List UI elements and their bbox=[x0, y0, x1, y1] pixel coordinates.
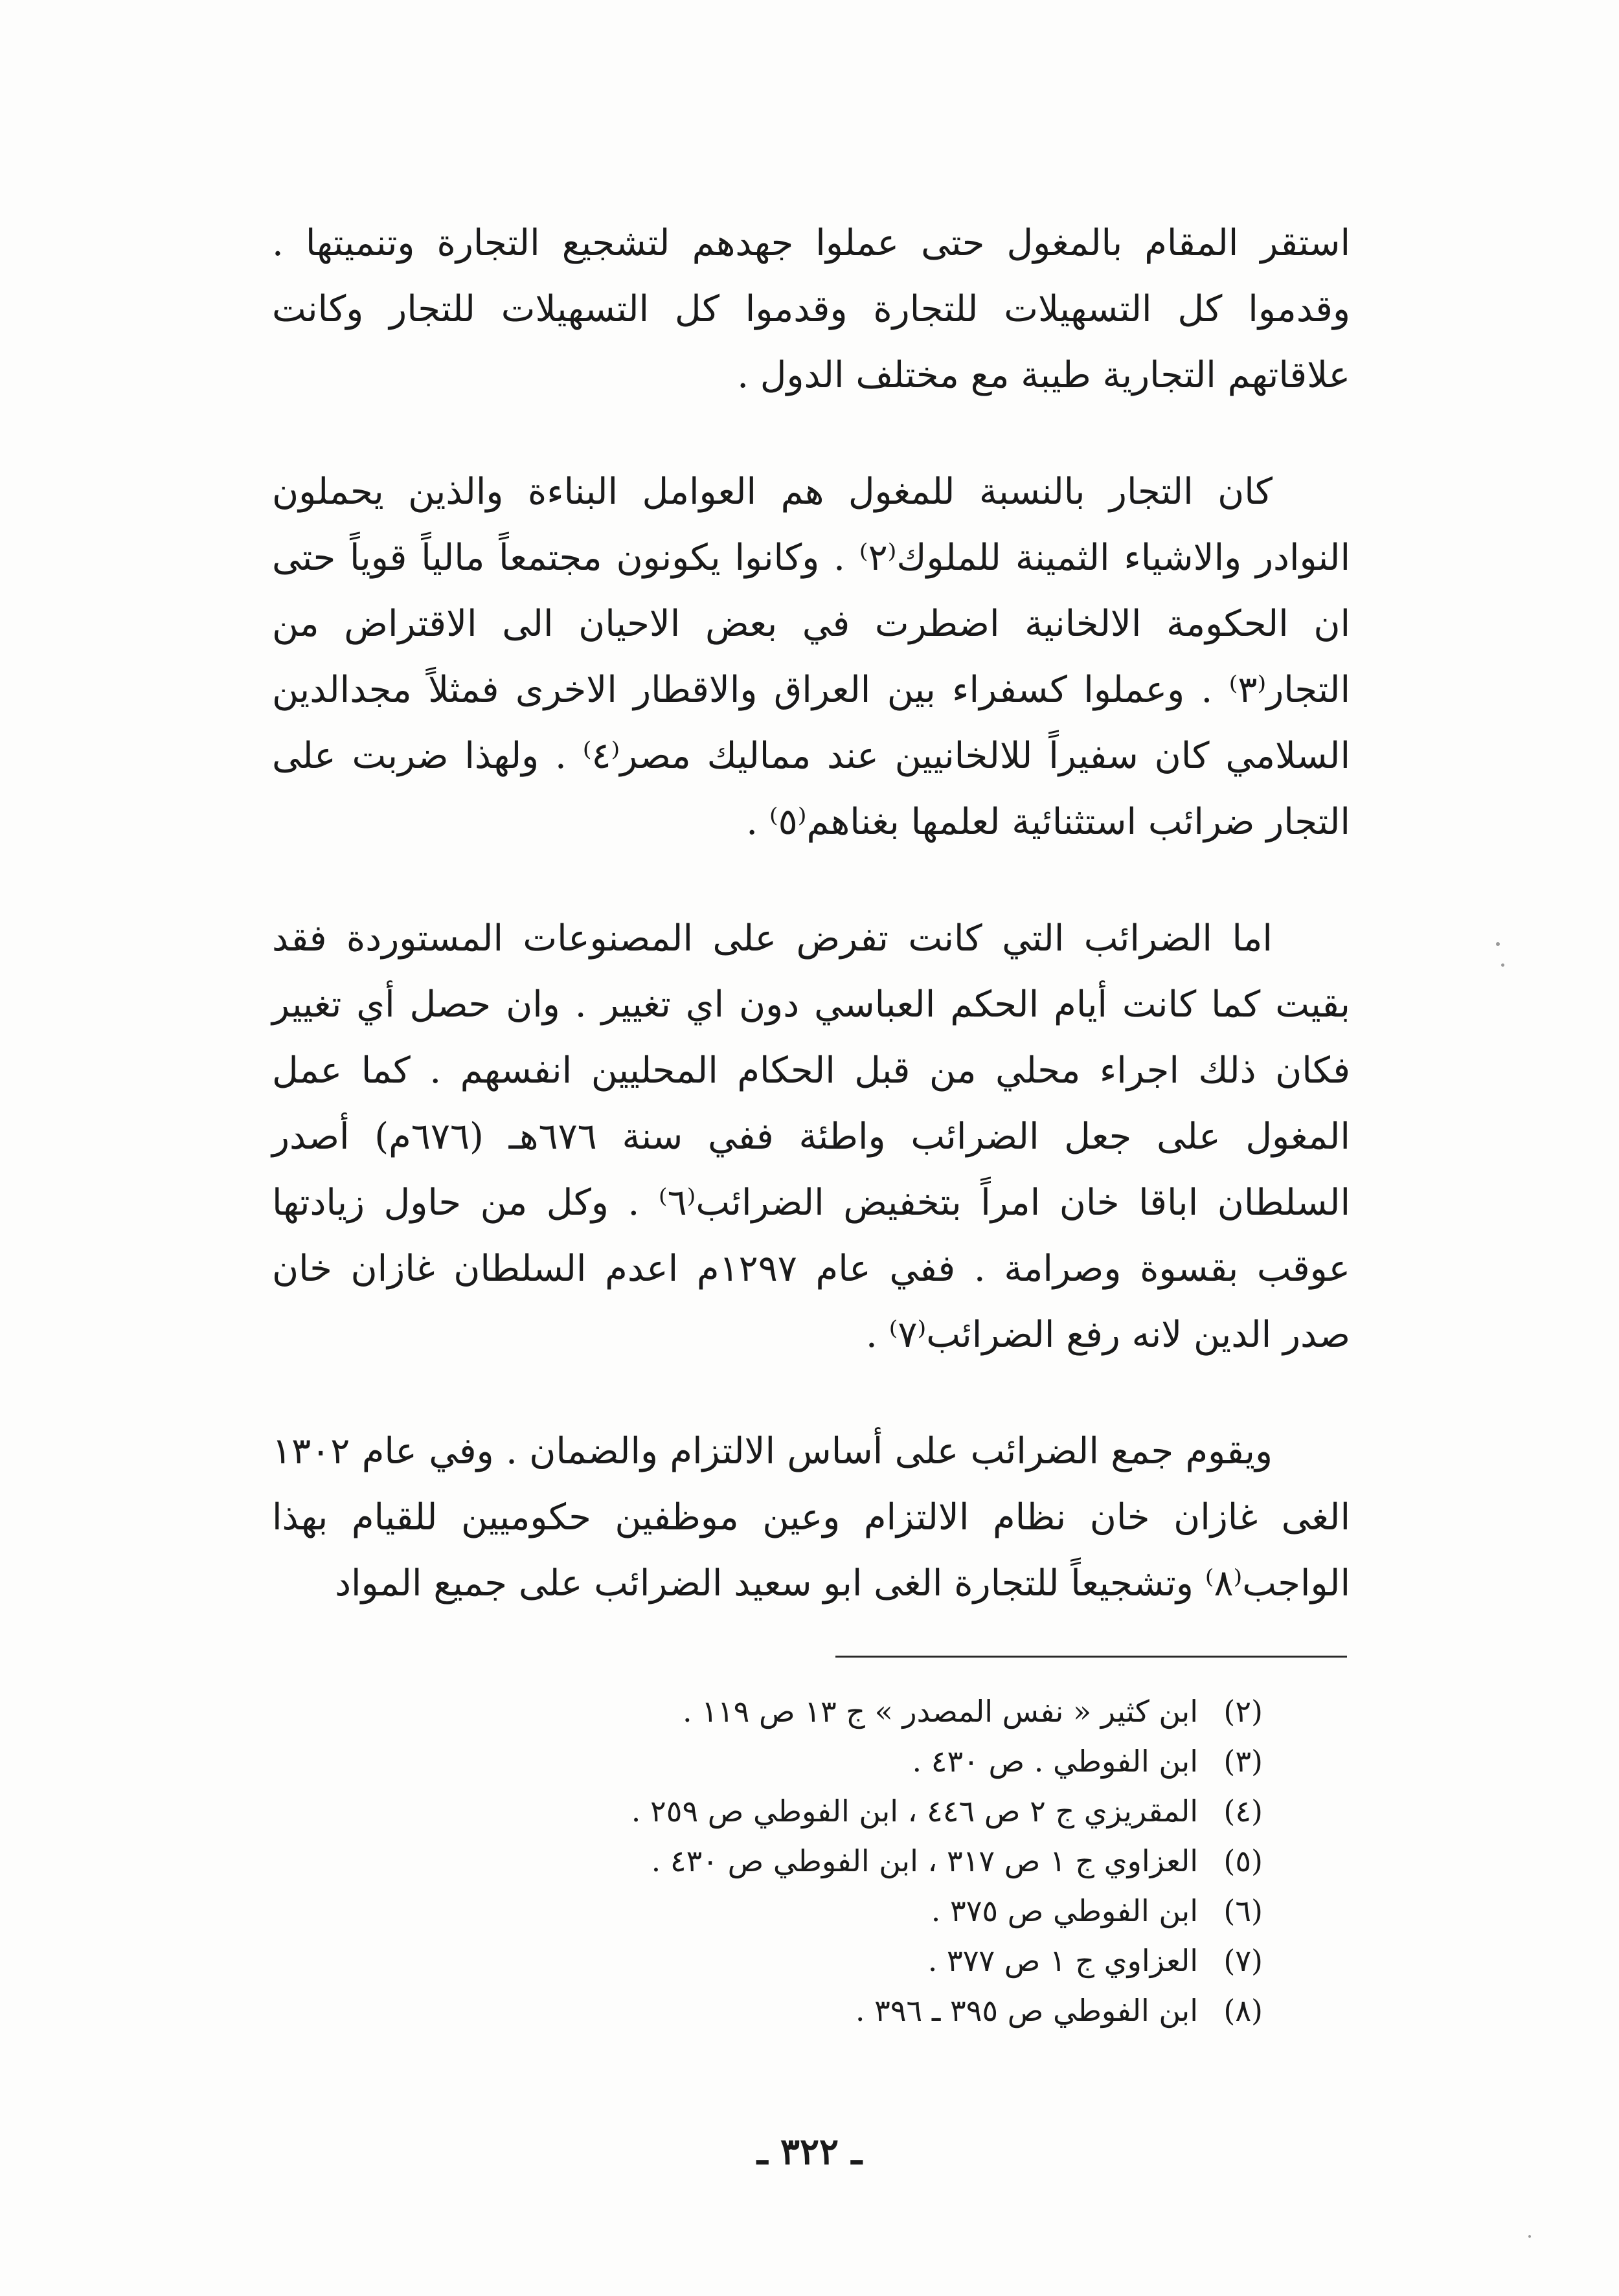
footnote-divider bbox=[835, 1656, 1347, 1658]
footnote-text: ابن الفوطي ص ٣٩٥ ـ ٣٩٦ . bbox=[855, 1993, 1198, 2028]
footnote-number: (٦) bbox=[1223, 1893, 1263, 1928]
footnote-text: العزاوي ج ١ ص ٣١٧ ، ابن الفوطي ص ٤٣٠ . bbox=[651, 1843, 1198, 1878]
footnote-text: المقريزي ج ٢ ص ٤٤٦ ، ابن الفوطي ص ٢٥٩ . bbox=[631, 1794, 1198, 1829]
footnote-item bbox=[414, 1737, 1263, 1786]
footnote-item bbox=[414, 1687, 1263, 1737]
footnote-item bbox=[414, 1836, 1263, 1886]
footnote-text: ابن الفوطي . ص ٤٣٠ . bbox=[912, 1744, 1198, 1779]
paragraph-2: كان التجار بالنسبة للمغول هم العوامل البناءة والذين يحملون النوادر والاشياء الثمينة للملوك⁽٢⁾ . وكانوا يكونون مجتمعاً مالياً قوياً حتى ان الحكومة الالخانية اضطرت في بعض الاحيان الى الاقتراض من التجار⁽٣⁾ . وعملوا كسفراء بين العراق والاقطار الاخرى فمثلاً مجدالدين السلامي كان سفيراً للالخانيين عند مماليك مصر⁽٤⁾ . ولهذا ضربت على التجار ضرائب استثنائية لعلمها بغناهم⁽٥⁾ . bbox=[272, 471, 1351, 843]
footnote-number: (٤) bbox=[1223, 1794, 1263, 1829]
footnote-number: (٣) bbox=[1223, 1744, 1263, 1779]
footnote-number: (٢) bbox=[1223, 1694, 1263, 1729]
footnote-item bbox=[414, 1886, 1263, 1936]
footnotes-list bbox=[414, 1687, 1263, 2036]
paragraph-4: ويقوم جمع الضرائب على أساس الالتزام والضمان . وفي عام ١٣٠٢ الغى غازان خان نظام الالتزام وعين موظفين حكوميين للقيام بهذا الواجب⁽٨⁾ وتشجيعاً للتجارة الغى ابو سعيد الضرائب على جميع المواد bbox=[272, 1430, 1350, 1604]
footnote-number: (٨) bbox=[1223, 1993, 1263, 2028]
footnote-item bbox=[414, 1786, 1263, 1836]
footnote-item bbox=[414, 1936, 1263, 1986]
paragraph-1: استقر المقام بالمغول حتى عملوا جهدهم لتشجيع التجارة وتنميتها . وقدموا كل التسهيلات للتجارة وقدموا كل التسهيلات للتجار وكانت علاقاتهم التجارية طيبة مع مختلف الدول . bbox=[272, 222, 1350, 396]
scan-speck bbox=[1528, 2235, 1531, 2238]
footnote-text: العزاوي ج ١ ص ٣٧٧ . bbox=[927, 1943, 1198, 1978]
scan-speck bbox=[1496, 942, 1500, 946]
footnote-item bbox=[414, 1986, 1263, 2036]
footnote-number: (٧) bbox=[1223, 1943, 1263, 1978]
footnote-text: ابن الفوطي ص ٣٧٥ . bbox=[931, 1893, 1198, 1928]
scan-speck bbox=[1501, 963, 1504, 967]
body-text bbox=[272, 210, 1350, 1617]
paragraph-3: اما الضرائب التي كانت تفرض على المصنوعات المستوردة فقد بقيت كما كانت أيام الحكم العباسي دون اي تغيير . وان حصل أي تغيير فكان ذلك اجراء محلي من قبل الحكام المحليين انفسهم . كما عمل المغول على جعل الضرائب واطئة ففي سنة ٦٧٦هـ (٦٧٦م) أصدر السلطان اباقا خان امراً بتخفيض الضرائب⁽٦⁾ . وكل من حاول زيادتها عوقب بقسوة وصرامة . ففي عام ١٢٩٧م اعدم السلطان غازان خان صدر الدين لانه رفع الضرائب⁽٧⁾ . bbox=[272, 917, 1350, 1356]
footnote-number: (٥) bbox=[1223, 1843, 1263, 1878]
page-number: ـ ٣٢٢ ـ bbox=[756, 2130, 863, 2173]
footnote-text: ابن كثير « نفس المصدر » ج ١٣ ص ١١٩ . bbox=[683, 1694, 1198, 1729]
